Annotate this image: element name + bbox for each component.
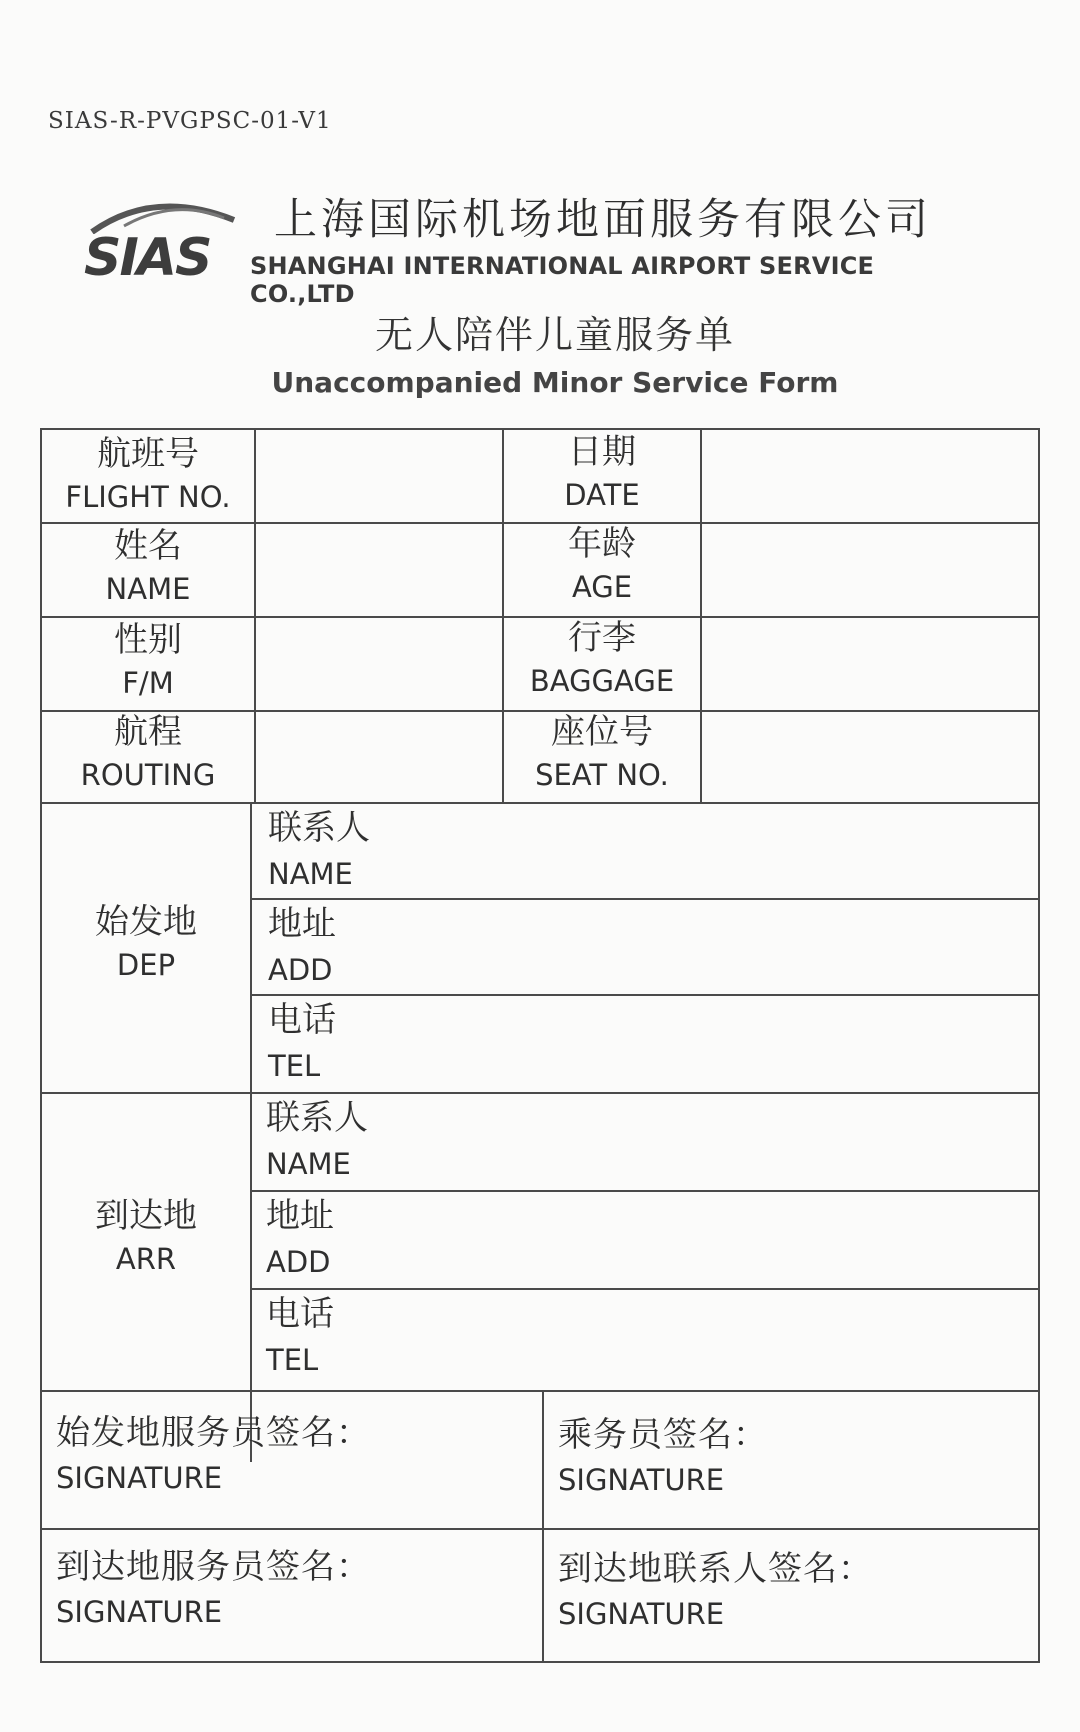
field-date-label: 日期 DATE [564, 432, 640, 512]
dep-contact-name-label: 联系人 NAME [268, 808, 370, 892]
arr-tel-label: 电话 TEL [266, 1294, 334, 1378]
arr-section-label: 到达地 ARR [95, 1196, 197, 1276]
field-gender-label: 性别 F/M [114, 620, 182, 700]
form-title-cn: 无人陪伴儿童服务单 [374, 313, 735, 357]
dep-tel-label: 电话 TEL [268, 1000, 336, 1084]
field-age-label: 年龄 AGE [568, 524, 636, 604]
arr-agent-signature-label: 到达地服务员签名： SIGNATURE [56, 1547, 371, 1629]
arr-address-label: 地址 ADD [266, 1196, 334, 1280]
dep-address-label: 地址 ADD [268, 904, 336, 988]
crew-signature-label: 乘务员签名： SIGNATURE [558, 1415, 768, 1497]
company-name-en: SHANGHAI INTERNATIONAL AIRPORT SERVICE CO.,LTD [250, 252, 875, 308]
dep-section-label: 始发地 DEP [95, 902, 197, 982]
field-seat-no-label: 座位号 SEAT NO. [535, 712, 669, 792]
arr-contact-name-label: 联系人 NAME [266, 1098, 368, 1182]
form-title-en: Unaccompanied Minor Service Form [271, 366, 839, 399]
arr-contact-signature-label: 到达地联系人签名： SIGNATURE [558, 1549, 873, 1631]
sias-logo [84, 194, 244, 288]
document-code: SIAS-R-PVGPSC-01-V1 [48, 108, 332, 134]
field-name-label: 姓名 NAME [105, 526, 191, 606]
field-baggage-label: 行李 BAGGAGE [529, 618, 675, 698]
field-routing-label: 航程 ROUTING [80, 712, 216, 792]
field-flight-no-label: 航班号 FLIGHT NO. [65, 434, 231, 514]
company-header [84, 186, 964, 308]
company-name-cn: 上海国际机场地面服务有限公司 [274, 195, 932, 245]
service-form-table [40, 428, 1040, 1663]
dep-agent-signature-label: 始发地服务员签名： SIGNATURE [56, 1413, 371, 1495]
logo-wordmark: SIAS [84, 228, 211, 288]
